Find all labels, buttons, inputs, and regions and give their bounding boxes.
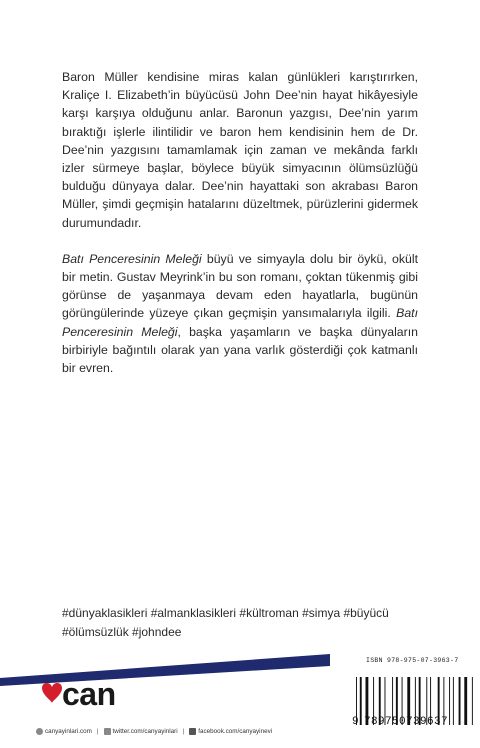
publisher-links	[36, 728, 272, 735]
isbn-text: ISBN 978-975-07-3963-7	[366, 657, 459, 664]
blurb-paragraph-1	[62, 68, 418, 232]
blurb-paragraph-2-part-b: , başka yaşamların ve başka dünyaların birbiriyle bağıntılı olarak yan yana varlık gösterdiği çok katmanlı bir evren.	[62, 324, 418, 376]
barcode-bar	[360, 677, 362, 725]
globe-icon	[36, 728, 43, 735]
publisher-logo-text: can	[62, 676, 116, 712]
blurb-paragraph-2	[62, 250, 418, 377]
twitter-link[interactable]	[104, 728, 178, 735]
blurb-paragraph-2-part-a: büyü ve simyayla dolu bir öykü, okült bir metin. Gustav Meyrink’in bu son romanı, çoktan tükenmiş gibi görünse de yaşanmaya devam eden hayatlarla, bugünün görüngülerinde yüzeye çıkan geçmişin yansımalarıyla ilgili.	[62, 251, 418, 321]
website-link[interactable]	[36, 728, 92, 735]
hashtags	[62, 604, 422, 641]
heart-icon	[42, 683, 62, 703]
separator: |	[182, 728, 185, 736]
separator: |	[96, 728, 99, 736]
twitter-text: twitter.com/canyayinlari	[112, 728, 178, 736]
facebook-icon	[189, 728, 196, 735]
blurb-text	[62, 68, 418, 395]
facebook-link[interactable]	[189, 728, 272, 735]
facebook-text: facebook.com/canyayinevi	[198, 728, 273, 736]
hashtags-line-1: #dünyaklasikleri #almanklasikleri #kültroman #simya #büyücü	[62, 606, 389, 620]
hashtags-line-2: #ölümsüzlük #johndee	[62, 624, 182, 639]
book-title-italic-2: Batı Penceresinin Meleği	[62, 306, 418, 339]
barcode-digits: 789750739637	[364, 716, 449, 728]
barcode-lead-digit: 9	[352, 716, 359, 728]
twitter-icon	[104, 728, 111, 735]
website-text: canyayinlari.com	[45, 728, 92, 736]
blurb-paragraph-1-text: Baron Müller kendisine miras kalan günlükleri karıştırırken, Kraliçe I. Elizabeth’in büyücüsü John Dee’nin hayat hikâyesiyle karşı karşıya olduğunu anlar. Baronun yazgısı, Dee’nin yarım bıraktığı işlerle ilintilidir ve baron hem kendisinin hem de Dr. Dee’nin yazgısını tamamlamak için zaman ve mekânda farklı izler sürmeye başlar, böylece büyük simyacının ölümsüzlüğü bulduğu dünyaya dalar. Dee’nin hayattaki son akrabası Baron Müller, şimdi geçmişin hatalarını düzeltmek, pürüzlerini gidermek durumundadır.	[62, 70, 418, 230]
book-title-italic: Batı Penceresinin Meleği	[62, 251, 202, 266]
